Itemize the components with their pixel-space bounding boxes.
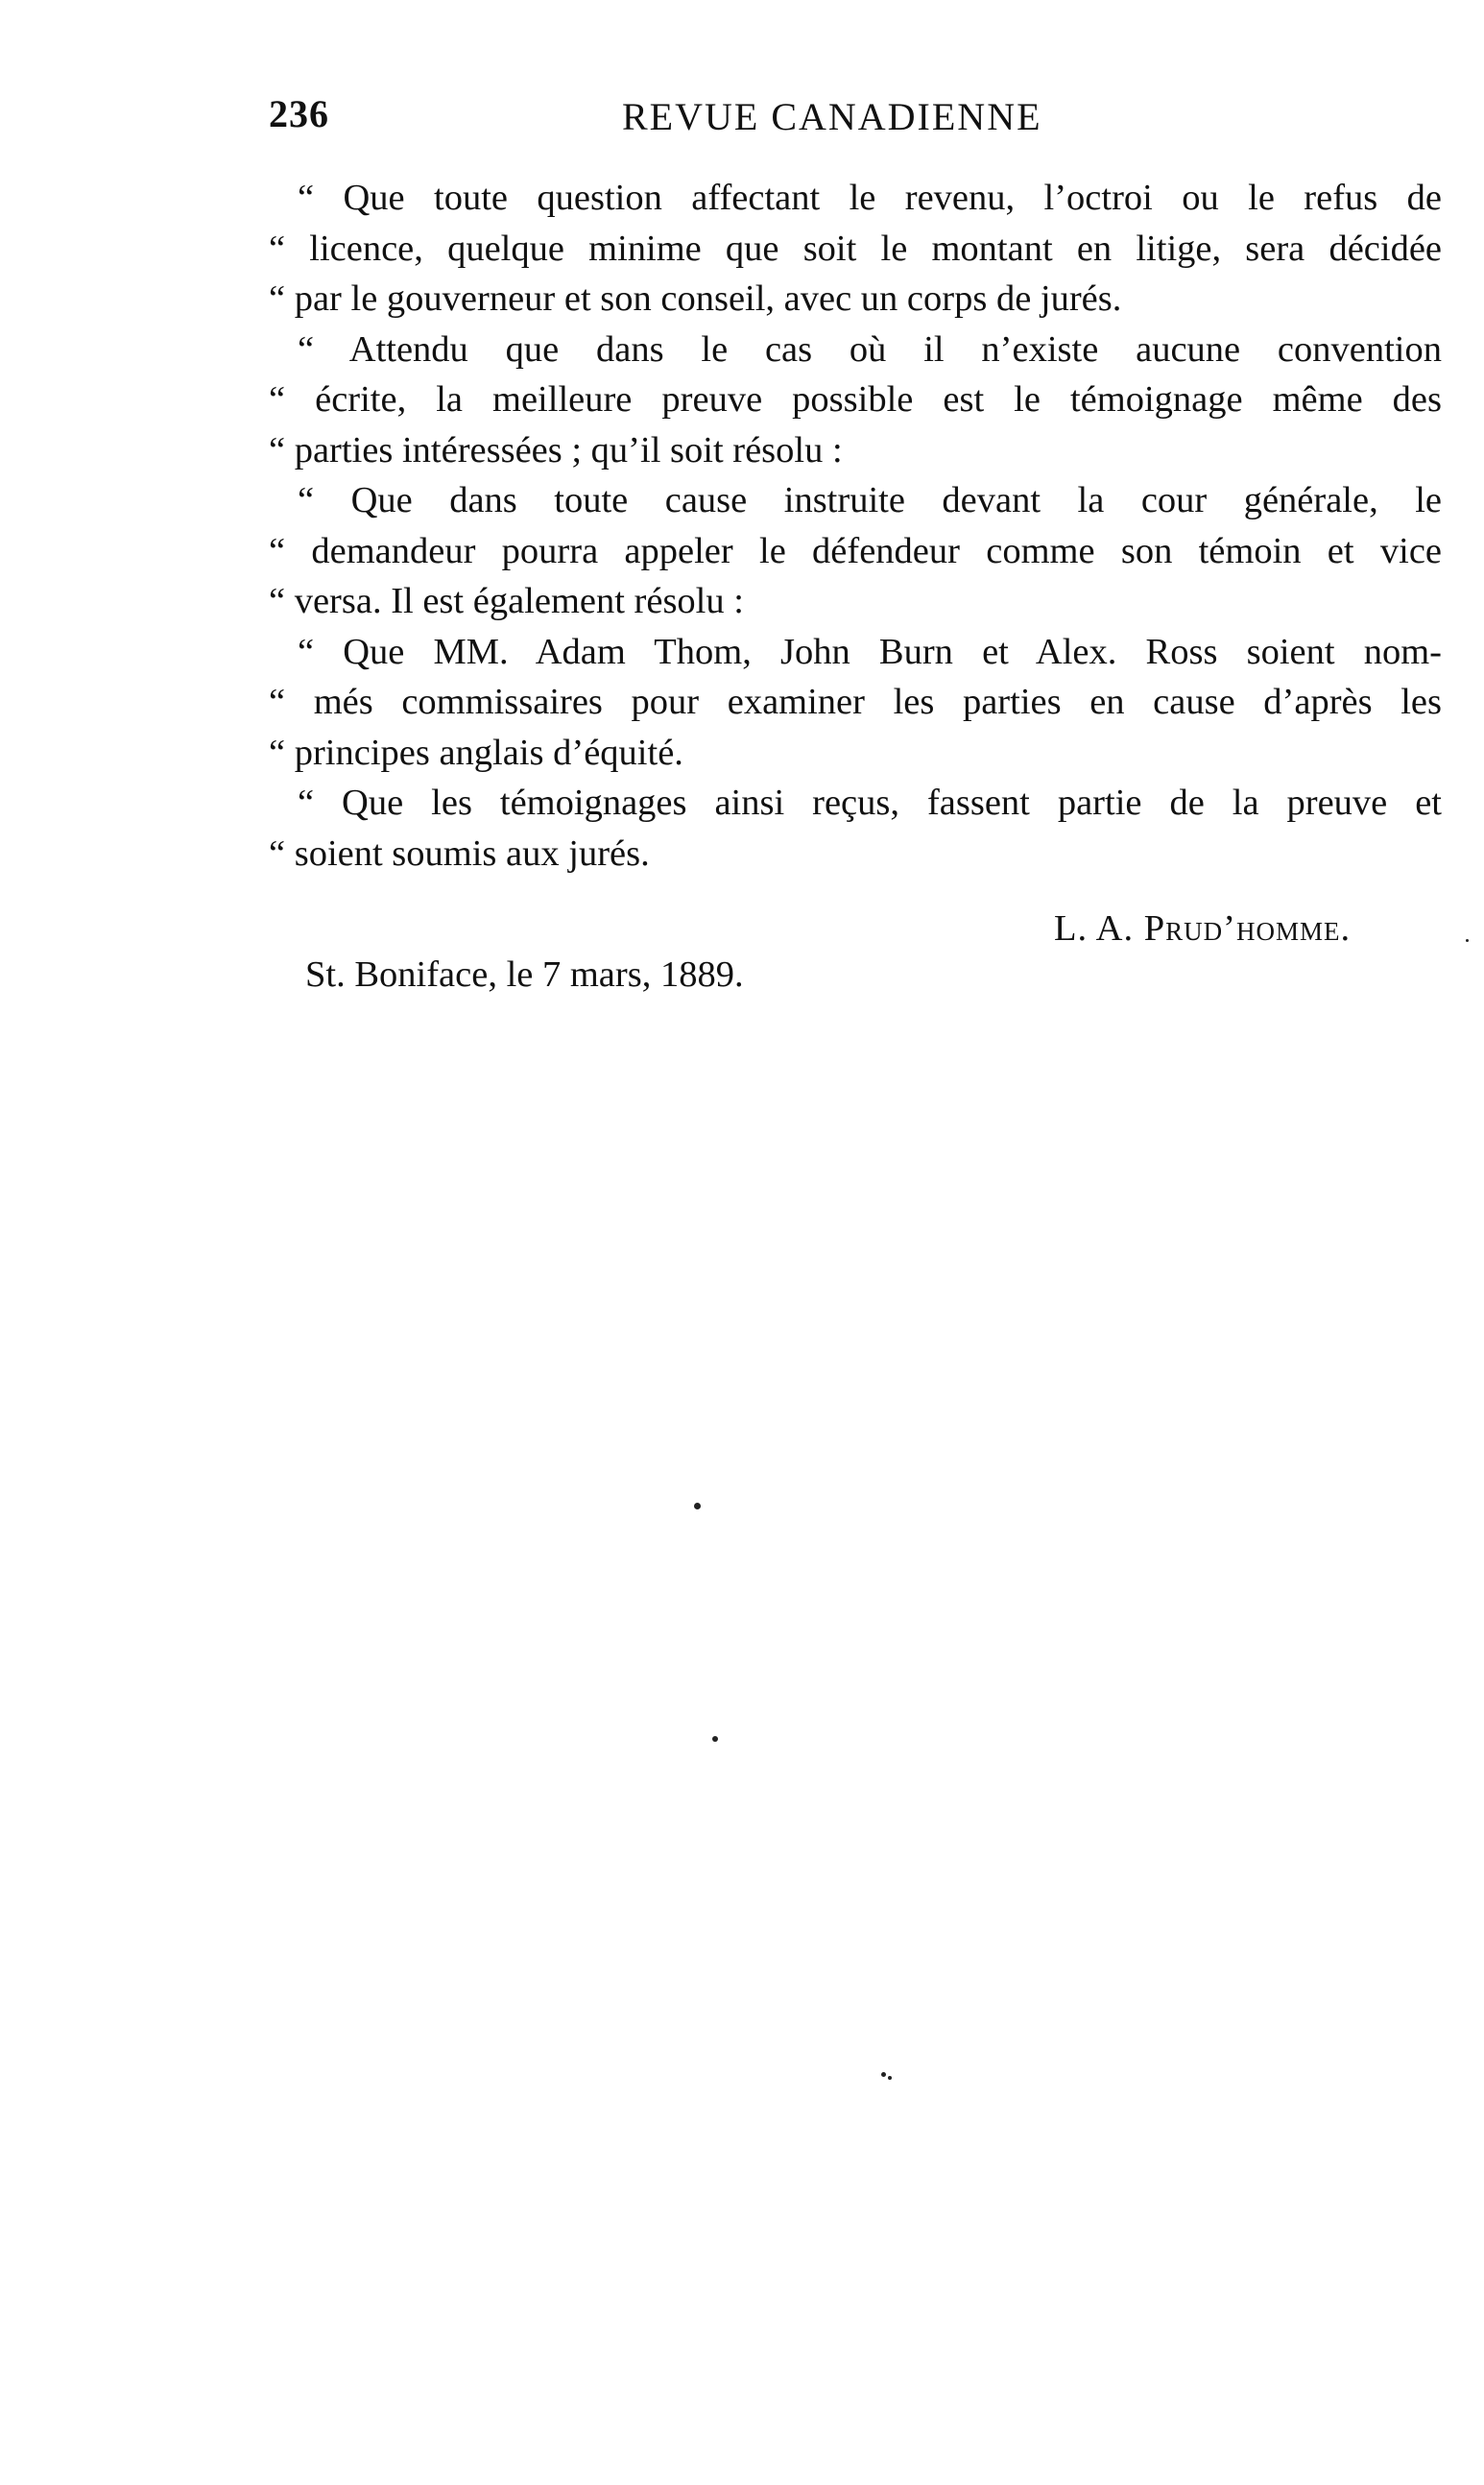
running-title: REVUE CANADIENNE — [622, 95, 1042, 138]
text-line: “ Que dans toute cause instruite devant la cour générale, le — [298, 480, 1442, 520]
text-line: “ principes anglais d’équité. — [269, 732, 683, 773]
text-line: “ parties intéressées ; qu’il soit résolu : — [269, 429, 843, 470]
text-line: “ versa. Il est également résolu : — [269, 581, 744, 621]
text-line: “ soient soumis aux jurés. — [269, 832, 650, 874]
text-line: “ demandeur pourra appeler le défendeur comme son témoin et vice — [269, 530, 1442, 571]
text-line: “ licence, quelque minime que soit le montant en litige, sera décidée — [269, 228, 1442, 269]
author-signature — [1054, 907, 1351, 950]
text-line: “ Que toute question affectant le revenu, l’octroi ou le refus de — [298, 178, 1442, 218]
text-line: “ Attendu que dans le cas où il n’existe aucune convention — [298, 328, 1442, 370]
scan-speck — [712, 1736, 718, 1742]
scan-speck — [694, 1503, 701, 1509]
text-line: “ par le gouverneur et son conseil, avec un corps de jurés. — [269, 278, 1122, 319]
text-line: “ Que MM. Adam Thom, John Burn et Alex. Ross soient nom- — [298, 631, 1442, 672]
dateline: St. Boniface, le 7 mars, 1889. — [305, 954, 744, 995]
page-number: 236 — [269, 92, 329, 135]
resolution-text — [269, 173, 1442, 879]
scan-speck — [881, 2072, 886, 2077]
text-line: “ més commissaires pour examiner les parties en cause d’après les — [269, 682, 1442, 722]
scan-speck — [1466, 939, 1469, 942]
text-line: “ Que les témoignages ainsi reçus, fassent partie de la preuve et — [298, 783, 1442, 823]
scan-speck — [888, 2076, 892, 2080]
text-line: “ écrite, la meilleure preuve possible est le témoignage même des — [269, 379, 1442, 420]
signature-initials: L. A. — [1054, 908, 1144, 949]
signature-surname: Prud’homme. — [1143, 908, 1352, 949]
